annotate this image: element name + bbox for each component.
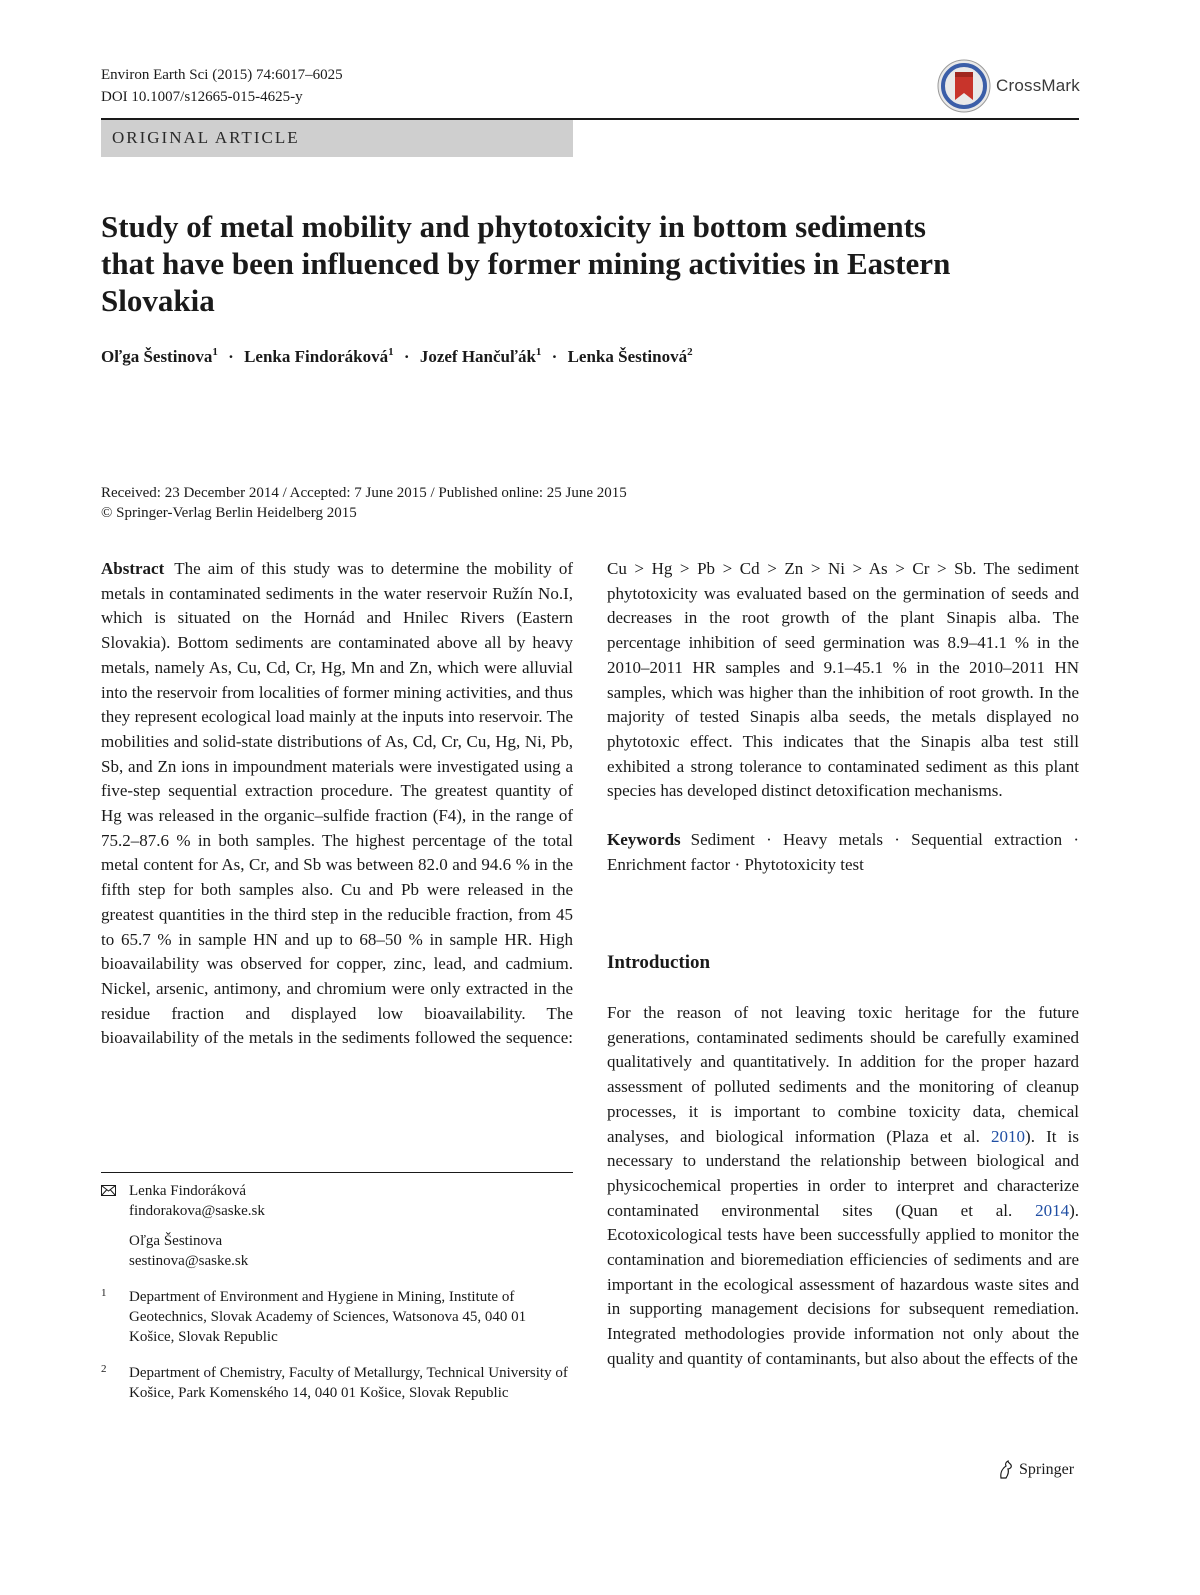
intro-text: ). Ecotoxicological tests have been successfully applied to monitor the contamination and bioremediation efficiencies of sediments and are important in the ecological assessment of hazardous waste sites and in supporting management decisions for subsequent remediation. Integrated methodologies provide information not only about the quality and quantity of contaminants, but also about the effects of the xyxy=(607,1200,1079,1368)
copyright-line: © Springer-Verlag Berlin Heidelberg 2015 xyxy=(101,505,357,521)
author-name[interactable]: Lenka Šestinová xyxy=(567,347,688,366)
springer-horse-icon xyxy=(997,1460,1015,1480)
keywords-text: Sediment · Heavy metals · Sequential extraction · Enrichment factor · Phytotoxicity test xyxy=(607,830,1079,874)
author-name[interactable]: Oľga Šestinova xyxy=(101,347,213,366)
title-line: that have been influenced by former mining activities in Eastern xyxy=(101,246,951,281)
history-dates: Received: 23 December 2014 / Accepted: 7 June 2015 / Published online: 25 June 2015 xyxy=(101,485,627,501)
intro-text: For the reason of not leaving toxic heritage for the future generations, contaminated sediments should be carefully examined qualitatively and quantitatively. In addition for the proper hazard assessment of polluted sediments and the monitoring of cleanup processes, it is important to combine toxicity data, chemical analyses, and biological information (Plaza et al. xyxy=(607,1003,1079,1146)
keywords-label: Keywords xyxy=(607,830,681,850)
journal-reference xyxy=(101,64,343,108)
envelope-icon xyxy=(101,1185,116,1196)
author-contact xyxy=(101,1231,573,1271)
author-list xyxy=(101,347,693,367)
affiliation xyxy=(101,1363,573,1403)
publisher-name: Springer xyxy=(1019,1461,1075,1478)
doi: DOI 10.1007/s12665-015-4625-y xyxy=(101,89,303,105)
contact-name: Oľga Šestinova xyxy=(129,1233,223,1249)
author-name[interactable]: Lenka Findoráková xyxy=(244,347,389,366)
abstract-continuation: Cu > Hg > Pb > Cd > Zn > Ni > As > Cr > Sb. The sediment phytotoxicity was evaluated based on the germination of seeds and decreases in the root growth of the plant Sinapis alba. The percentage inhibition of seed germination was 8.9–41.1 % in the 2010–2011 HR samples and 9.1–45.1 % in the 2010–2011 HN samples, which was higher than the inhibition of root growth. In the majority of tested Sinapis alba seeds, the metals displayed no phytotoxic effect. This indicates that the Sinapis alba test still exhibited a strong tolerance to contaminated sediment as this plant species has developed distinct detoxification mechanisms. xyxy=(607,559,1079,801)
contact-name: Lenka Findoráková xyxy=(129,1183,247,1199)
abstract-label: Abstract xyxy=(101,559,165,578)
crossmark-icon xyxy=(936,58,992,114)
crossmark-badge[interactable] xyxy=(936,58,1080,114)
keywords xyxy=(607,828,1079,877)
corresponding-author xyxy=(101,1181,573,1221)
affiliation-marker: 1 xyxy=(388,346,394,358)
title-line: Slovakia xyxy=(101,283,215,318)
introduction-paragraph xyxy=(607,1001,1079,1372)
affiliation-number: 1 xyxy=(101,1287,107,1299)
journal-citation: Environ Earth Sci (2015) 74:6017–6025 xyxy=(101,67,343,83)
section-heading-introduction: Introduction xyxy=(607,952,711,973)
affiliation-marker: 1 xyxy=(212,346,218,358)
abstract-column xyxy=(101,557,573,1051)
publication-dates xyxy=(101,483,627,523)
author-separator: · xyxy=(403,347,410,366)
citation-link[interactable]: 2014 xyxy=(1035,1200,1070,1220)
author-separator: · xyxy=(551,347,558,366)
author-name[interactable]: Jozef Hančuľák xyxy=(419,347,536,366)
right-column xyxy=(607,557,1079,877)
footnotes xyxy=(101,1181,573,1403)
abstract-text: The aim of this study was to determine the mobility of metals in contaminated sediments in the water reservoir Ružín No.I, which is situated on the Hornád and Hnilec Rivers (Eastern Slovakia). Bottom sediments are contaminated above all by heavy metals, namely As, Cu, Cd, Cr, Hg, Mn and Zn, which were alluvial into the reservoir from localities of former mining activities, and thus they represent ecological load mainly at the inputs into reservoir. The mobilities and solid-state distributions of As, Cd, Cr, Cu, Hg, Ni, Pb, Sb, and Zn ions in impoundment materials were investigated using a five-step sequential extraction procedure. The greatest quantity of Hg was released in the organic–sulfide fraction (F4), in the range of 75.2–87.6 % in both samples. The highest percentage of the total metal content for As, Cr, and Sb was between 82.0 and 94.6 % in the fifth step for both samples also. Cu and Pb were released in the greatest quantities in the third step in the reducible fraction, from 45 to 65.7 % in sample HN and up to 68–50 % in sample HR. High bioavailability was observed for copper, zinc, lead, and cadmium. Nickel, arsenic, antimony, and chromium were only extracted in the residue fraction and displayed low bioavailability. The bioavailability of the metals in the sediments followed the sequence: xyxy=(101,559,573,1048)
article-type: ORIGINAL ARTICLE xyxy=(112,128,300,147)
affiliation-marker: 2 xyxy=(687,346,693,358)
article-title xyxy=(101,208,1061,319)
affiliation-number: 2 xyxy=(101,1363,107,1375)
footnote-rule xyxy=(101,1172,573,1173)
contact-email[interactable]: findorakova@saske.sk xyxy=(129,1203,265,1219)
intro-text: ). It is necessary to understand the relationship between biological and physicochemical properties in order to interpret and characterize contaminated environmental sites (Quan et al. xyxy=(607,1126,1079,1220)
abstract-paragraph xyxy=(101,557,573,1051)
contact-email[interactable]: sestinova@saske.sk xyxy=(129,1253,249,1269)
title-line: Study of metal mobility and phytotoxicity in bottom sediments xyxy=(101,209,926,244)
citation-link[interactable]: 2010 xyxy=(991,1126,1026,1146)
affiliation xyxy=(101,1287,573,1347)
affiliation-marker: 1 xyxy=(535,346,542,358)
affiliation-text: Department of Environment and Hygiene in Mining, Institute of Geotechnics, Slovak Academy of Sciences, Watsonova 45, 040 01 Košice, Slovak Republic xyxy=(129,1289,527,1345)
publisher-logo xyxy=(997,1460,1074,1480)
affiliation-text: Department of Chemistry, Faculty of Metallurgy, Technical University of Košice, Park Komenského 14, 040 01 Košice, Slovak Republic xyxy=(129,1365,568,1401)
author-separator: · xyxy=(228,347,234,366)
crossmark-label: CrossMark xyxy=(996,76,1080,95)
